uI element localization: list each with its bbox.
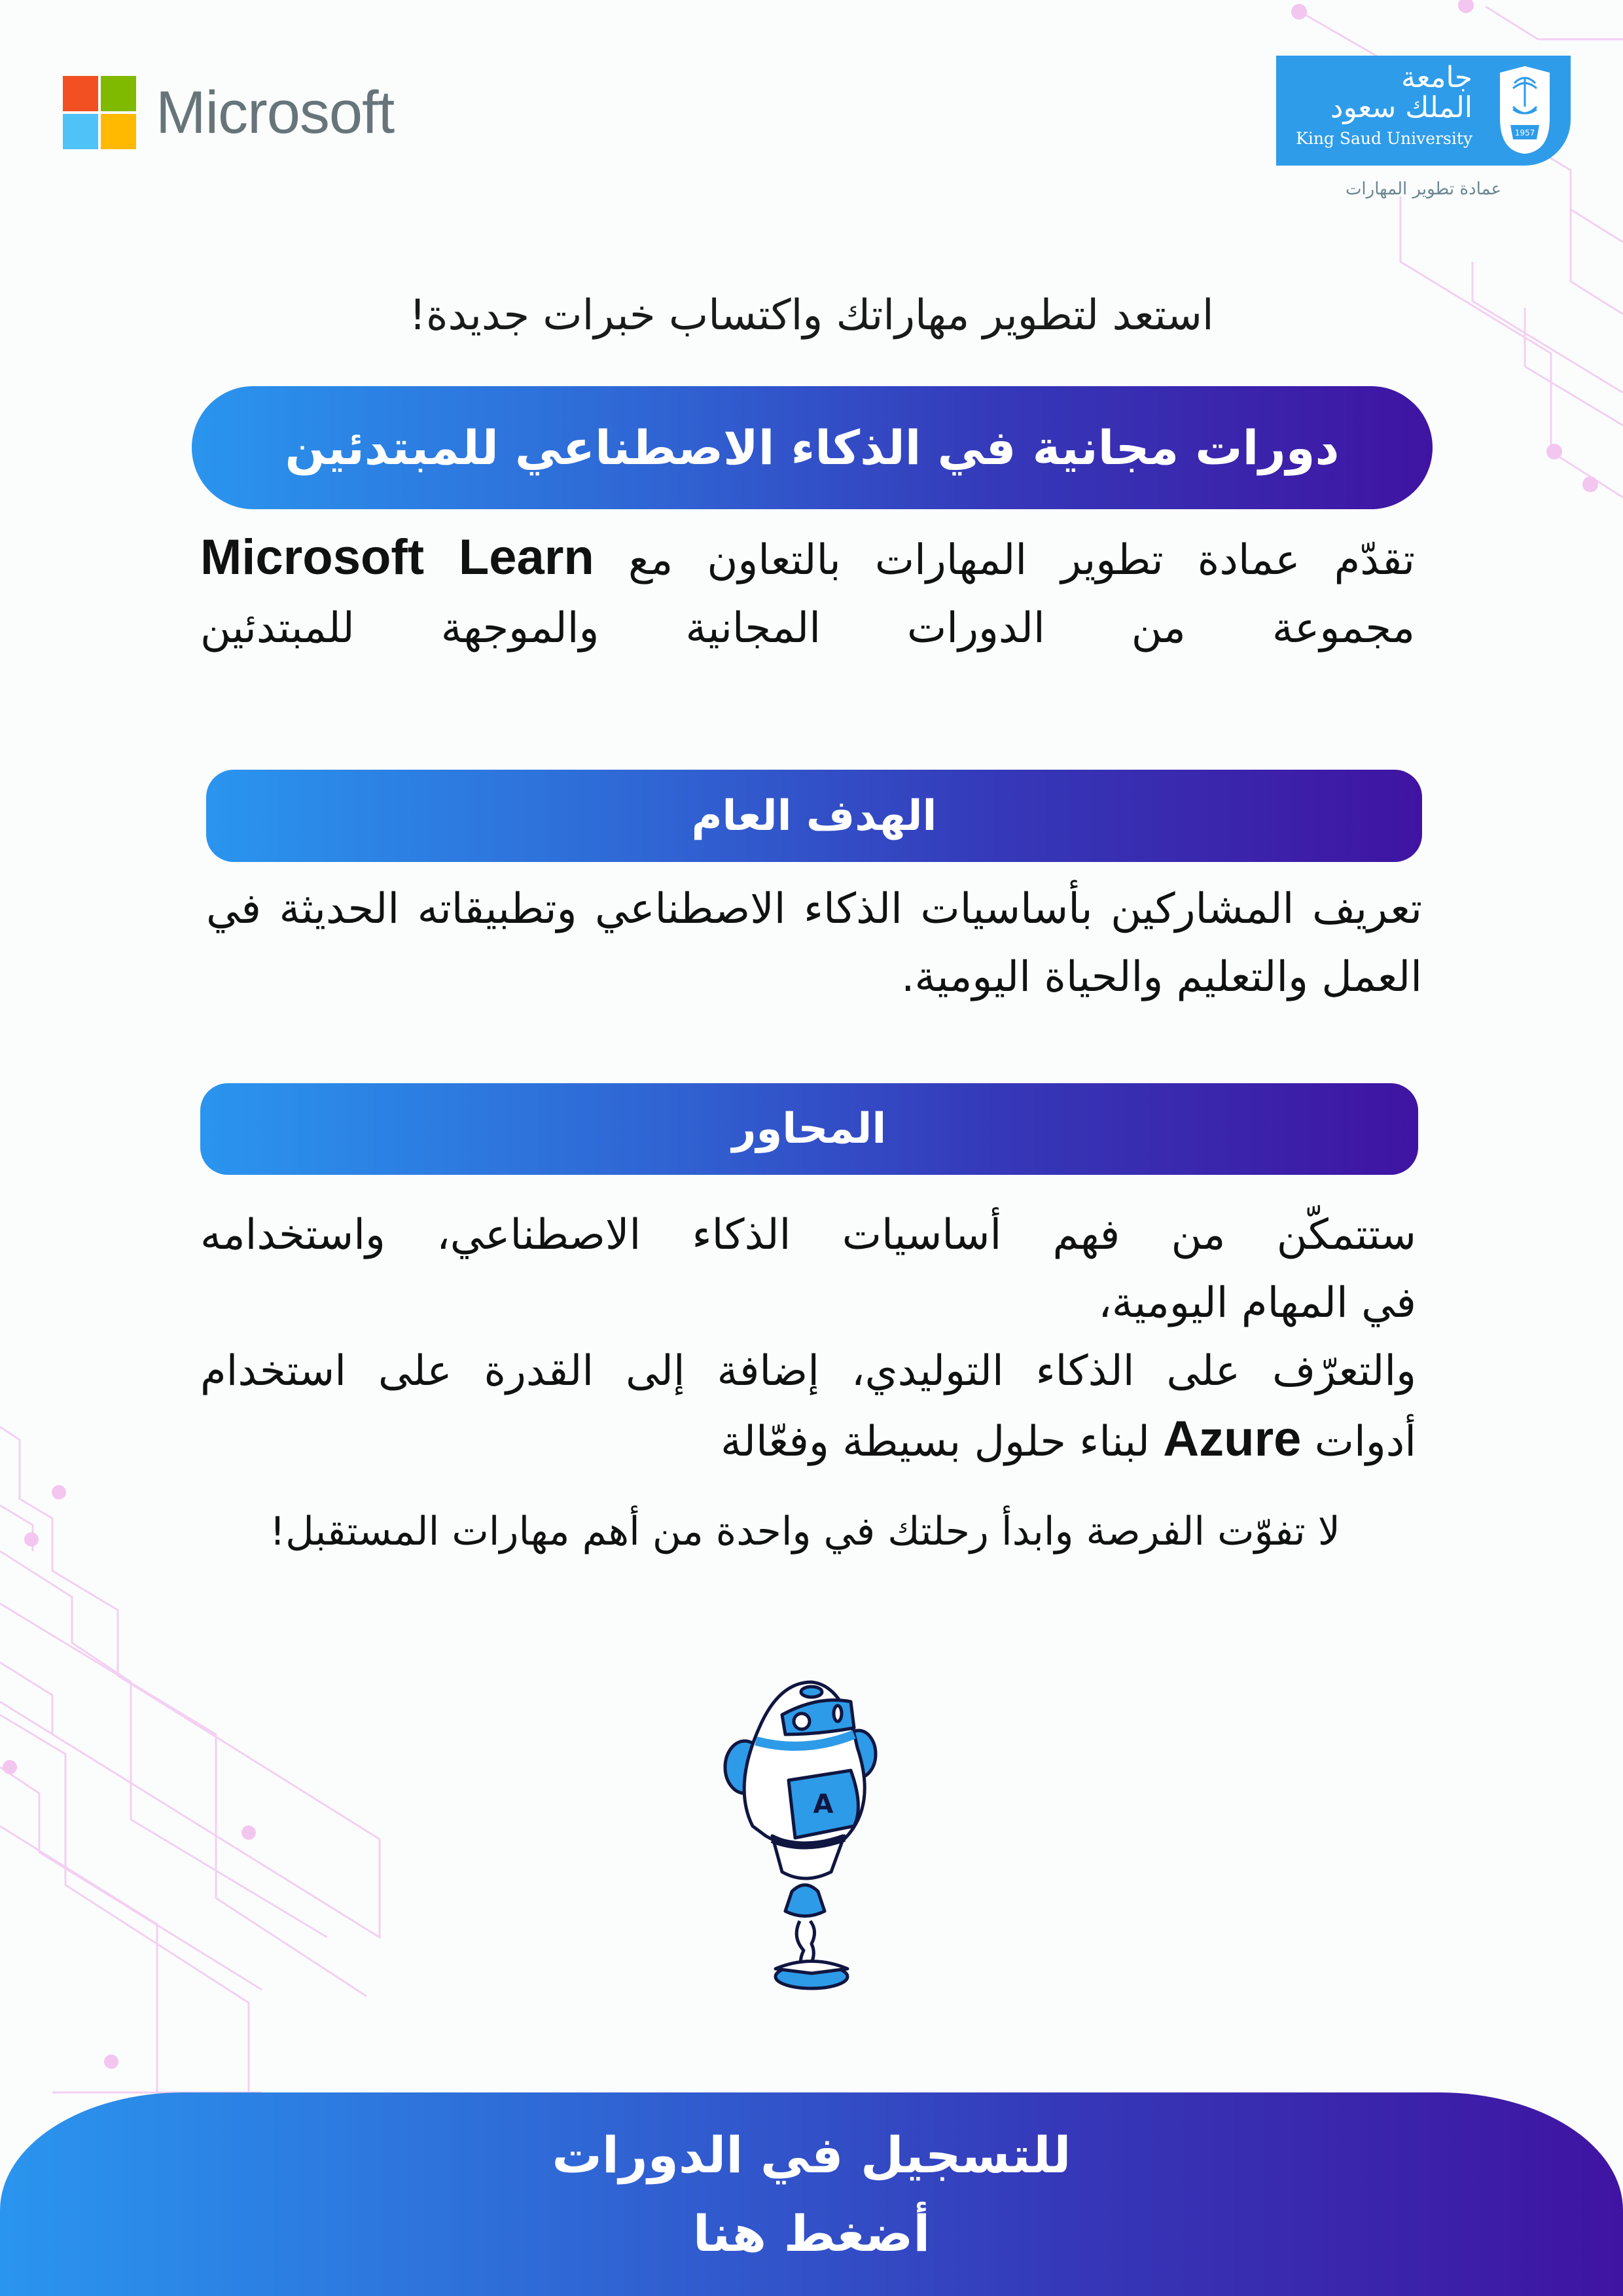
register-courses-button[interactable]: [0, 2092, 1623, 2296]
robot-rocket-illustration: [720, 1656, 890, 1996]
closing-message: لا تفوّت الفرصة وابدأ رحلتك في واحدة من أهم مهارات المستقبل!: [270, 1509, 1340, 1554]
robot-chest-letter: A: [813, 1789, 834, 1820]
ksu-shield-icon: [1497, 66, 1552, 155]
section-body-topics: [200, 1201, 1416, 1476]
microsoft-logo-text: Microsoft: [156, 79, 395, 146]
microsoft-learn-label: Microsoft Learn: [200, 529, 594, 585]
azure-label: Azure: [1163, 1411, 1302, 1467]
deanship-subtitle: عمادة تطوير المهارات: [1345, 179, 1502, 199]
section-body-general-goal: تعريف المشاركين بأساسيات الذكاء الاصطناعي وتطبيقاته الحديثة في العمل والتعليم والحياة اليومية.: [206, 885, 1422, 1001]
body-line2: مجموعة من الدورات المجانية والموجهة للمبتدئين: [200, 604, 1415, 653]
svg-text:1957: 1957: [1514, 128, 1535, 137]
topics-line4-pre: أدوات: [1314, 1418, 1416, 1466]
topics-line3: والتعرّف على الذكاء التوليدي، إضافة إلى القدرة على استخدام: [200, 1347, 1416, 1395]
section-title-general-goal: الهدف العام: [206, 770, 1422, 862]
topics-line2: في المهام اليومية،: [1098, 1279, 1416, 1327]
microsoft-logo: [63, 76, 394, 149]
ksu-arabic-name-line2: الملك سعود: [1330, 91, 1472, 124]
section-title-free-courses: دورات مجانية في الذكاء الاصطناعي للمبتدئين: [192, 386, 1433, 509]
intro-tagline: استعد لتطوير مهاراتك واكتساب خبرات جديدة!: [409, 291, 1214, 340]
microsoft-logo-icon: [63, 76, 136, 149]
topics-line1: ستتمكّن من فهم أساسيات الذكاء الاصطناعي، واستخدامه: [200, 1211, 1416, 1259]
section-body-free-courses: [200, 524, 1415, 662]
ksu-arabic-name-line1: جامعة: [1401, 61, 1472, 94]
cta-line1: للتسجيل في الدورات: [552, 2125, 1071, 2184]
topics-line4-post: لبناء حلول بسيطة وفعّالة: [721, 1418, 1150, 1466]
topics-line4: [200, 1405, 1416, 1476]
ksu-english-name: King Saud University: [1296, 129, 1472, 148]
section-title-topics: المحاور: [200, 1083, 1418, 1175]
king-saud-university-logo: [1276, 56, 1571, 166]
cta-line2: أضغط هنا: [692, 2204, 931, 2263]
body-line1-arabic: تقدّم عمادة تطوير المهارات بالتعاون مع: [628, 536, 1416, 584]
